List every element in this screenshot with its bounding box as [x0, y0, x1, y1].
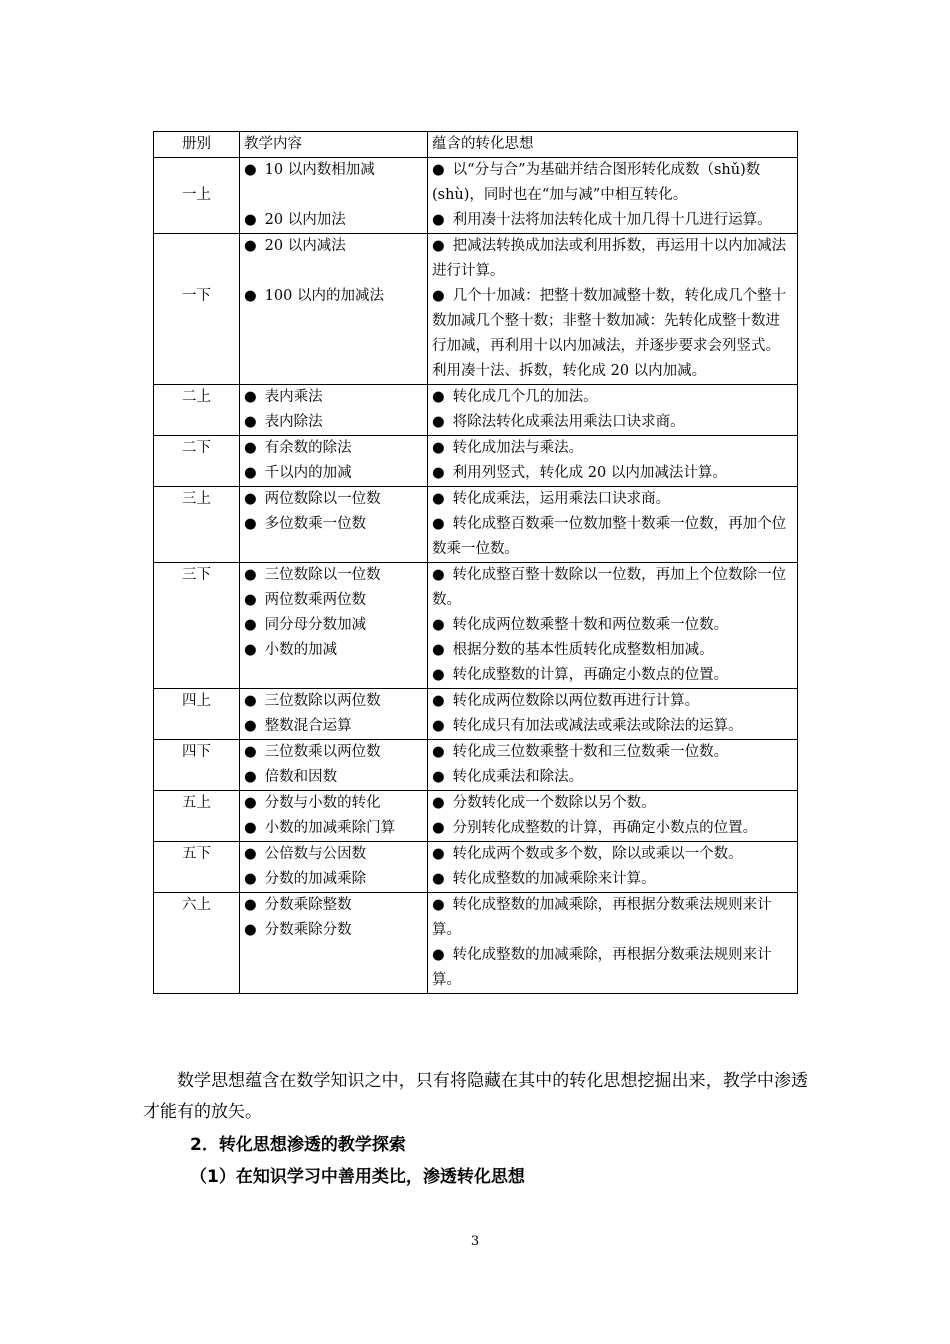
content-text: 千以内的加减 [264, 465, 352, 481]
bullet-icon: ● [244, 389, 257, 405]
content-text: 分数与小数的转化 [264, 795, 381, 811]
idea-text: 利用列竖式，转化成 20 以内加减法计算。 [452, 465, 727, 481]
bullet-icon: ● [244, 846, 257, 862]
bullet-icon: ● [244, 795, 257, 811]
header-content: 教学内容 [240, 132, 428, 158]
content-item [244, 816, 423, 841]
idea-item [432, 563, 793, 613]
idea-text: 转化成几个几的加法。 [452, 389, 598, 405]
idea-item [432, 613, 793, 638]
content-cell [240, 689, 428, 740]
content-item [244, 410, 423, 435]
content-item [244, 385, 423, 410]
idea-item [432, 410, 793, 435]
grade-label: 二上 [182, 389, 211, 405]
bullet-icon: ● [244, 744, 257, 760]
content-item [244, 461, 423, 486]
idea-item [432, 714, 793, 739]
bullet-icon: ● [244, 288, 257, 304]
idea-text: 转化成整数的加减乘除，再根据分数乘法规则来计算。 [432, 897, 772, 938]
curriculum-table [153, 131, 798, 994]
idea-text: 根据分数的基本性质转化成整数相加减。 [452, 642, 714, 658]
grade-cell [154, 563, 240, 689]
table-row [154, 436, 798, 487]
content-item [244, 234, 423, 259]
bullet-icon: ● [432, 871, 445, 887]
idea-text: 几个十加减：把整十数加减整十数，转化成几个整十数加减几个整十数；非整十数加减：先转化成整十数进行加减，再利用十以内加减法，并逐步要求会列竖式。利用凑十法、拆数，转化成 20 以内加减。 [432, 288, 787, 379]
idea-text: 转化成两个数或多个数，除以或乘以一个数。 [452, 846, 743, 862]
idea-item [432, 208, 793, 233]
content-text: 三位数乘以两位数 [264, 744, 381, 760]
bullet-icon: ● [432, 440, 445, 456]
idea-cell [428, 385, 798, 436]
idea-text: 转化成三位数乘整十数和三位数乘一位数。 [452, 744, 729, 760]
bullet-icon: ● [244, 769, 257, 785]
header-grade: 册别 [154, 132, 240, 158]
content-text: 小数的加减乘除门算 [264, 820, 396, 836]
content-item [244, 436, 423, 461]
idea-item [432, 943, 793, 993]
content-cell [240, 893, 428, 994]
idea-cell [428, 436, 798, 487]
grade-cell [154, 436, 240, 487]
bullet-icon: ● [244, 871, 257, 887]
content-text: 分数乘除整数 [264, 897, 352, 913]
idea-text: 转化成两位数除以两位数再进行计算。 [452, 693, 700, 709]
idea-text: 转化成加法与乘法。 [452, 440, 584, 456]
content-item [244, 918, 423, 943]
bullet-icon: ● [432, 897, 445, 913]
bullet-icon: ● [432, 795, 445, 811]
bullet-icon: ● [432, 389, 445, 405]
idea-text: 转化成整百数乘一位数加整十数乘一位数，再加个位数乘一位数。 [432, 516, 787, 557]
idea-item [432, 740, 793, 765]
content-cell [240, 234, 428, 385]
bullet-icon: ● [244, 922, 257, 938]
idea-item [432, 816, 793, 841]
content-item [244, 284, 423, 309]
idea-text: 转化成整数的加减乘除，再根据分数乘法规则来计算。 [432, 947, 772, 988]
content-text: 倍数和因数 [264, 769, 338, 785]
bullet-icon: ● [432, 414, 445, 430]
idea-text: 把减法转换成加法或利用拆数，再运用十以内加减法进行计算。 [432, 238, 787, 279]
bullet-icon: ● [244, 567, 257, 583]
content-text: 同分母分数加减 [264, 617, 367, 633]
idea-cell [428, 158, 798, 234]
bullet-icon: ● [244, 440, 257, 456]
content-text: 公倍数与公因数 [264, 846, 367, 862]
table-row [154, 842, 798, 893]
content-text: 有余数的除法 [264, 440, 352, 456]
content-text: 表内除法 [264, 414, 323, 430]
content-item [244, 487, 423, 512]
content-text: 小数的加减 [264, 642, 338, 658]
content-item [244, 893, 423, 918]
table-row [154, 487, 798, 563]
idea-cell [428, 487, 798, 563]
grade-label: 三上 [182, 491, 211, 507]
content-text: 两位数乘两位数 [264, 592, 367, 608]
grade-label: 三下 [182, 567, 211, 583]
table-header-row [154, 132, 798, 158]
content-item [244, 689, 423, 714]
idea-item [432, 385, 793, 410]
content-cell [240, 842, 428, 893]
page-number: 3 [470, 1234, 480, 1249]
idea-cell [428, 842, 798, 893]
content-item [244, 791, 423, 816]
content-item [244, 765, 423, 790]
grade-label: 四下 [182, 744, 211, 760]
grade-label: 五下 [182, 846, 211, 862]
bullet-icon: ● [244, 642, 257, 658]
grade-label: 四上 [182, 693, 211, 709]
content-text: 20 以内减法 [264, 238, 346, 254]
bullet-icon: ● [432, 693, 445, 709]
content-text: 100 以内的加减法 [264, 288, 384, 304]
grade-cell [154, 487, 240, 563]
idea-cell [428, 234, 798, 385]
idea-item [432, 663, 793, 688]
idea-item [432, 461, 793, 486]
idea-cell [428, 893, 798, 994]
idea-text: 转化成只有加法或减法或乘法或除法的运算。 [452, 718, 743, 734]
content-text: 表内乘法 [264, 389, 323, 405]
bullet-icon: ● [244, 212, 257, 228]
section-heading: 2．转化思想渗透的教学探索 [190, 1135, 406, 1155]
table-body [154, 158, 798, 994]
idea-item [432, 158, 793, 208]
idea-item [432, 791, 793, 816]
bullet-icon: ● [432, 238, 445, 254]
content-text: 20 以内加法 [264, 212, 346, 228]
grade-label: 六上 [182, 897, 211, 913]
content-cell [240, 791, 428, 842]
content-item [244, 512, 423, 537]
grade-cell [154, 689, 240, 740]
bullet-icon: ● [432, 465, 445, 481]
idea-cell [428, 563, 798, 689]
content-cell [240, 487, 428, 563]
content-item [244, 867, 423, 892]
grade-label: 一上 [182, 187, 211, 203]
table-row [154, 791, 798, 842]
bullet-icon: ● [432, 667, 445, 683]
bullet-icon: ● [432, 516, 445, 532]
bullet-icon: ● [432, 744, 445, 760]
idea-text: 转化成整数的计算，再确定小数点的位置。 [452, 667, 729, 683]
idea-text: 转化成乘法，运用乘法口诀求商。 [452, 491, 671, 507]
grade-label: 二下 [182, 440, 211, 456]
table-row [154, 158, 798, 234]
content-cell [240, 385, 428, 436]
bullet-icon: ● [244, 592, 257, 608]
content-item [244, 208, 423, 233]
idea-item [432, 512, 793, 562]
idea-item [432, 284, 793, 384]
table-row [154, 385, 798, 436]
grade-cell [154, 234, 240, 385]
table-row [154, 740, 798, 791]
content-item [244, 588, 423, 613]
bullet-icon: ● [432, 617, 445, 633]
idea-item [432, 638, 793, 663]
bullet-icon: ● [244, 162, 257, 178]
idea-text: 转化成整数的加减乘除来计算。 [452, 871, 656, 887]
bullet-icon: ● [432, 769, 445, 785]
content-text: 多位数乘一位数 [264, 516, 367, 532]
table-row [154, 234, 798, 385]
bullet-icon: ● [244, 693, 257, 709]
idea-text: 转化成乘法和除法。 [452, 769, 584, 785]
header-idea: 蕴含的转化思想 [428, 132, 798, 158]
content-item [244, 638, 423, 663]
content-cell [240, 563, 428, 689]
grade-cell [154, 740, 240, 791]
idea-text: 转化成两位数乘整十数和两位数乘一位数。 [452, 617, 729, 633]
bullet-icon: ● [244, 516, 257, 532]
idea-item [432, 893, 793, 943]
content-text: 10 以内数相加减 [264, 162, 375, 178]
content-text: 三位数除以两位数 [264, 693, 381, 709]
idea-cell [428, 791, 798, 842]
bullet-icon: ● [244, 238, 257, 254]
content-item [244, 714, 423, 739]
idea-item [432, 867, 793, 892]
content-cell [240, 158, 428, 234]
content-cell [240, 740, 428, 791]
bullet-icon: ● [244, 820, 257, 836]
bullet-icon: ● [432, 212, 445, 228]
content-item [244, 158, 423, 183]
grade-cell [154, 158, 240, 234]
bullet-icon: ● [432, 642, 445, 658]
table-row [154, 689, 798, 740]
content-item [244, 613, 423, 638]
bullet-icon: ● [244, 718, 257, 734]
content-text: 三位数除以一位数 [264, 567, 381, 583]
grade-label: 五上 [182, 795, 211, 811]
content-item [244, 842, 423, 867]
idea-item [432, 689, 793, 714]
content-text: 整数混合运算 [264, 718, 352, 734]
bullet-icon: ● [432, 288, 445, 304]
bullet-icon: ● [432, 846, 445, 862]
bullet-icon: ● [432, 491, 445, 507]
idea-item [432, 234, 793, 284]
content-item [244, 563, 423, 588]
content-cell [240, 436, 428, 487]
content-text: 分数的加减乘除 [264, 871, 367, 887]
grade-cell [154, 385, 240, 436]
grade-cell [154, 842, 240, 893]
table-row [154, 893, 798, 994]
content-item [244, 740, 423, 765]
bullet-icon: ● [432, 162, 445, 178]
table-row [154, 563, 798, 689]
idea-cell [428, 740, 798, 791]
idea-item [432, 487, 793, 512]
content-text: 分数乘除分数 [264, 922, 352, 938]
bullet-icon: ● [432, 820, 445, 836]
bullet-icon: ● [244, 897, 257, 913]
idea-text: 将除法转化成乘法用乘法口诀求商。 [452, 414, 685, 430]
subsection-heading: （1）在知识学习中善用类比，渗透转化思想 [190, 1167, 525, 1187]
bullet-icon: ● [432, 567, 445, 583]
idea-text: 以“分与合”为基础并结合图形转化成数（shǔ)数(shù)，同时也在“加与减”中相互转化。 [432, 162, 761, 203]
bullet-icon: ● [244, 414, 257, 430]
bullet-icon: ● [244, 491, 257, 507]
bullet-icon: ● [244, 617, 257, 633]
grade-label: 一下 [182, 288, 211, 304]
bullet-icon: ● [432, 718, 445, 734]
idea-text: 分别转化成整数的计算，再确定小数点的位置。 [452, 820, 758, 836]
paragraph-conclusion: 数学思想蕴含在数学知识之中，只有将隐藏在其中的转化思想挖掘出来，教学中渗透才能有的放矢。 [143, 1071, 808, 1122]
idea-text: 利用凑十法将加法转化成十加几得十几进行运算。 [452, 212, 772, 228]
content-text: 两位数除以一位数 [264, 491, 381, 507]
idea-item [432, 436, 793, 461]
idea-text: 转化成整百整十数除以一位数，再加上个位数除一位数。 [432, 567, 787, 608]
bullet-icon: ● [244, 465, 257, 481]
grade-cell [154, 791, 240, 842]
grade-cell [154, 893, 240, 994]
idea-item [432, 765, 793, 790]
idea-text: 分数转化成一个数除以另个数。 [452, 795, 656, 811]
idea-item [432, 842, 793, 867]
bullet-icon: ● [432, 947, 445, 963]
idea-cell [428, 689, 798, 740]
